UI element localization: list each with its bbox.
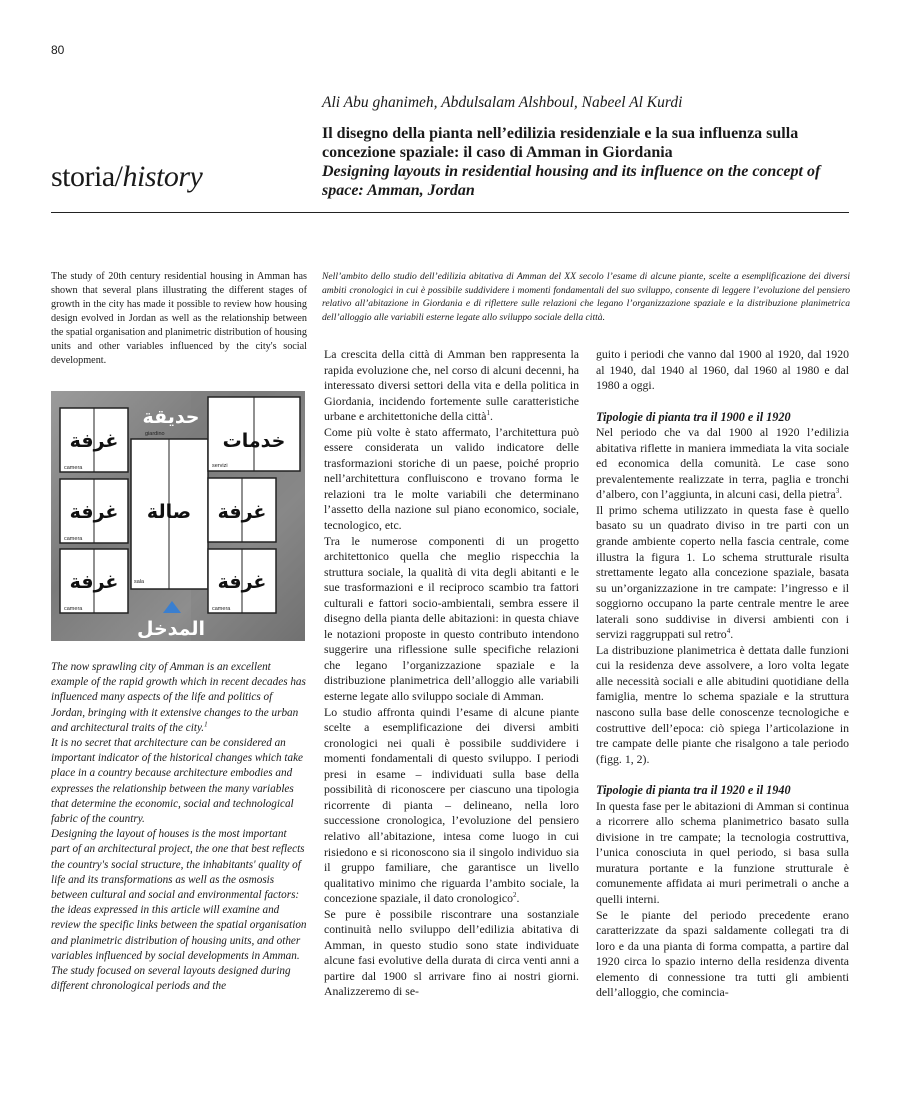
italian-paragraph: Come più volte è stato affermato, l’architettura può essere considerata un valido indicatore delle trasformazioni storiche di un paese, poiché proprio nell’architettura confluiscono e trovano forma le relazioni tra le molte variabili che determinano l’assetto della nazione sul piano economico, sociale, tecnologico, etc.: [324, 424, 579, 533]
label-it-camera-4: camera: [212, 606, 231, 612]
section-heading: Tipologie di pianta tra il 1920 e il 1940: [596, 783, 791, 798]
italian-paragraph: Tra le numerose componenti di un progetto architettonico quella che meglio rispecchia la struttura sociale, la qualità di vita degli abitanti e le sue trasformazioni e il reciproco scambio tra fattori culturali e fattori socio-ambientali, sembra essere il disegno della pianta delle abitazioni: in questa chiave le notazioni proposte in questo contributo intendono suggerire una riflessione sulle specifiche relazioni che legano l’organizzazione spaziale e la distribuzione planimetrica dell’alloggio alle variabili esterne legate allo sviluppo sociale di Amman.: [324, 533, 579, 704]
italian-body-column-1: [324, 347, 579, 1000]
label-ar-room-1: غرفة: [69, 430, 119, 452]
section-heading: Tipologie di pianta tra il 1900 e il 1920: [596, 409, 791, 424]
english-body: [51, 660, 307, 994]
italian-paragraph: Lo studio affronta quindi l’esame di alcune piante scelte a esemplificazione dei diversi ambiti cronologici nei quali è possibile suddividere i momenti fondamentali di questo sviluppo. I periodi presi in esame – individuati sulla base della possibilità di riconoscere per ciascuno una tipologia ricorrente di pianta – delineano, nella loro successione cronologica, l’evoluzione del pensiero relativo all’abitazione, intesa come luogo in cui risiedono e si riconoscono sia il singolo individuo sia il gruppo familiare, che garantisce un livello qualitativo minimo che riguarda l’ambito sociale, la concezione spaziale, il dato cronologico$^2$.: [324, 704, 579, 906]
label-ar-entrance: المدخل: [136, 618, 206, 640]
italian-paragraph: Il primo schema utilizzato in questa fase è quello basato su un quadrato diviso in tre parti con un grande ambiente coperto nella fascia centrale, come illustra la figura 1. Lo schema strutturale risulta strettamente legato alla concezione spaziale, basata su un’organizzazione in tre campate: l’ingresso e il soggiorno occupano la parte centrale mentre le aree laterali sono suddivise in diversi ambienti con i servizi raggruppati sul retro$^4$.: [596, 502, 849, 642]
page-number: 80: [51, 43, 65, 57]
italian-paragraph: guito i periodi che vanno dal 1900 al 1920, dal 1920 al 1940, dal 1940 al 1960, dal 1960 al 1980 e dal 1980 a oggi.: [596, 347, 849, 393]
label-it-sala: sala: [134, 579, 145, 585]
title-english: Designing layouts in residential housing and its influence on the concept of space: Amman, Jordan: [322, 163, 821, 199]
section-label-italic: history: [122, 160, 203, 193]
english-paragraph: It is no secret that architecture can be considered an important indicator of the historical changes which take place in a country because architecture embodies and expresses the relationship between the many variables that determine the economic, social and technological fabric of the country.: [51, 737, 304, 826]
italian-paragraph: Se le piante del periodo precedente erano caratterizzate da spazi saldamente collegati tra di loro e da una pianta di forma compatta, a partire dal 1920 circa lo spazio interno della residenza diventa elemento di connessione tra tutti gli ambienti dell’alloggio, che comincia-: [596, 907, 849, 1000]
authors: Ali Abu ghanimeh, Abdulsalam Alshboul, Nabeel Al Kurdi: [322, 94, 683, 111]
italian-paragraph: Se pure è possibile riscontrare una sostanziale continuità nello sviluppo dell’edilizia abitativa di Amman, in questo studio sono state individuate alcune fasi evolutive della durata di circa venti anni a partire dal 1900 sl arrivare fino ai nostri giorni. Analizzeremo di se-: [324, 906, 579, 999]
label-ar-room-2: غرفة: [69, 501, 119, 523]
title-italian: Il disegno della pianta nell’edilizia residenziale e la sua influenza sulla concezione spaziale: il caso di Amman in Giordania: [322, 125, 799, 161]
label-ar-hall: صالة: [146, 501, 192, 523]
english-paragraph: The study focused on several layouts designed during different chronological periods and the: [51, 965, 291, 993]
floor-plan-drawing: [51, 391, 305, 641]
label-ar-room-4: غرفة: [217, 501, 267, 523]
italian-paragraph: La crescita della città di Amman ben rappresenta la rapida evoluzione che, nel corso di alcuni decenni, ha interessato diversi settori della vita e della politica in Giordania, incidendo fortemente sulle caratteristiche urbane e architettoniche della città$^1$.: [324, 347, 579, 424]
section-label-roman: storia/: [51, 160, 123, 193]
english-paragraph: Designing the layout of houses is the most important part of an architectural project, the one that best reflects the country's social structure, the inhabitants' quality of life and its transformations as well as the osmosis between cultural and social and environmental factors: the ideas expressed in this article will examine and review the specific links between the spatial organisation and planimetric distribution of housing units, and other variables influenced by social developments in Amman.: [51, 828, 307, 962]
abstract-english: The study of 20th century residential housing in Amman has shown that several plans illustrating the different stages of growth in the city has made it possible to review how housing design evolved in Jordan as well as the relationship between the spatial organisation and planimetric distribution of housing units and other variables influenced by the city's social development.: [51, 271, 307, 366]
header-divider: [51, 212, 849, 213]
label-ar-room-5: غرفة: [217, 571, 267, 593]
entrance-arrow: [163, 601, 181, 613]
label-it-camera-3: camera: [64, 606, 83, 612]
label-ar-room-3: غرفة: [69, 571, 119, 593]
abstract-italian: Nell’ambito dello studio dell’edilizia abitativa di Amman del XX secolo l’esame di alcune piante, scelte a esemplificazione dei diversi ambiti cronologici in cui è possibile suddividere i momenti fondamentali del suo sviluppo, consente di leggere l’evoluzione del pensiero relativo all’abitazione in Giordania e di riflettere sulle relazioni che legano l’organizzazione spaziale e la distribuzione planimetrica dell’alloggio alle variabili esterne legate allo sviluppo sociale della città.: [322, 271, 850, 323]
label-ar-services: خدمات: [222, 430, 286, 452]
label-it-servizi: servizi: [212, 463, 228, 469]
label-it-camera-2: camera: [64, 536, 83, 542]
label-it-camera-1: camera: [64, 465, 83, 471]
floor-plan-figure: [51, 391, 305, 641]
english-paragraph: The now sprawling city of Amman is an excellent example of the rapid growth which in recent decades has influenced many aspects of the life and politics of Jordan, bringing with it extensive changes to the urban and architectural traits of the city.$^1$: [51, 661, 306, 734]
label-ar-garden: حديقة: [142, 406, 200, 428]
article-header: [322, 94, 852, 200]
italian-body-column-2: [596, 347, 849, 1001]
label-it-giardino: giardino: [145, 431, 165, 437]
italian-paragraph: In questa fase per le abitazioni di Amman si continua a ricorrere allo schema planimetrico basato sulla divisione in tre campate; la tecnologia costruttiva, l’unica conosciuta in quel periodo, si basa sulla muratura portante e la funzione strutturale è comunemente affidata ai muri perimetrali o anche a quelli interni.: [596, 798, 849, 906]
section-label: [51, 160, 202, 194]
italian-paragraph: La distribuzione planimetrica è dettata dalle funzioni cui la residenza deve assolvere, a loro volta legate alle necessità sociali e alle abitudini quotidiane della famiglia, mentre lo schema spaziale e la struttura nascono sulla base delle conoscenze tecnologiche e costruttive dell’epoca: ciò spiega l’articolazione in tre campate delle piante che risalgono a tale periodo (figg. 1, 2).: [596, 642, 849, 766]
italian-paragraph: Nel periodo che va dal 1900 al 1920 l’edilizia abitativa riflette in maniera immediata la vita sociale ed economica della comunità. Le case sono prevalentemente realizzate in terra, paglia e tronchi d’albero, con l’aggiunta, in alcuni casi, della pietra$^3$.: [596, 425, 849, 502]
